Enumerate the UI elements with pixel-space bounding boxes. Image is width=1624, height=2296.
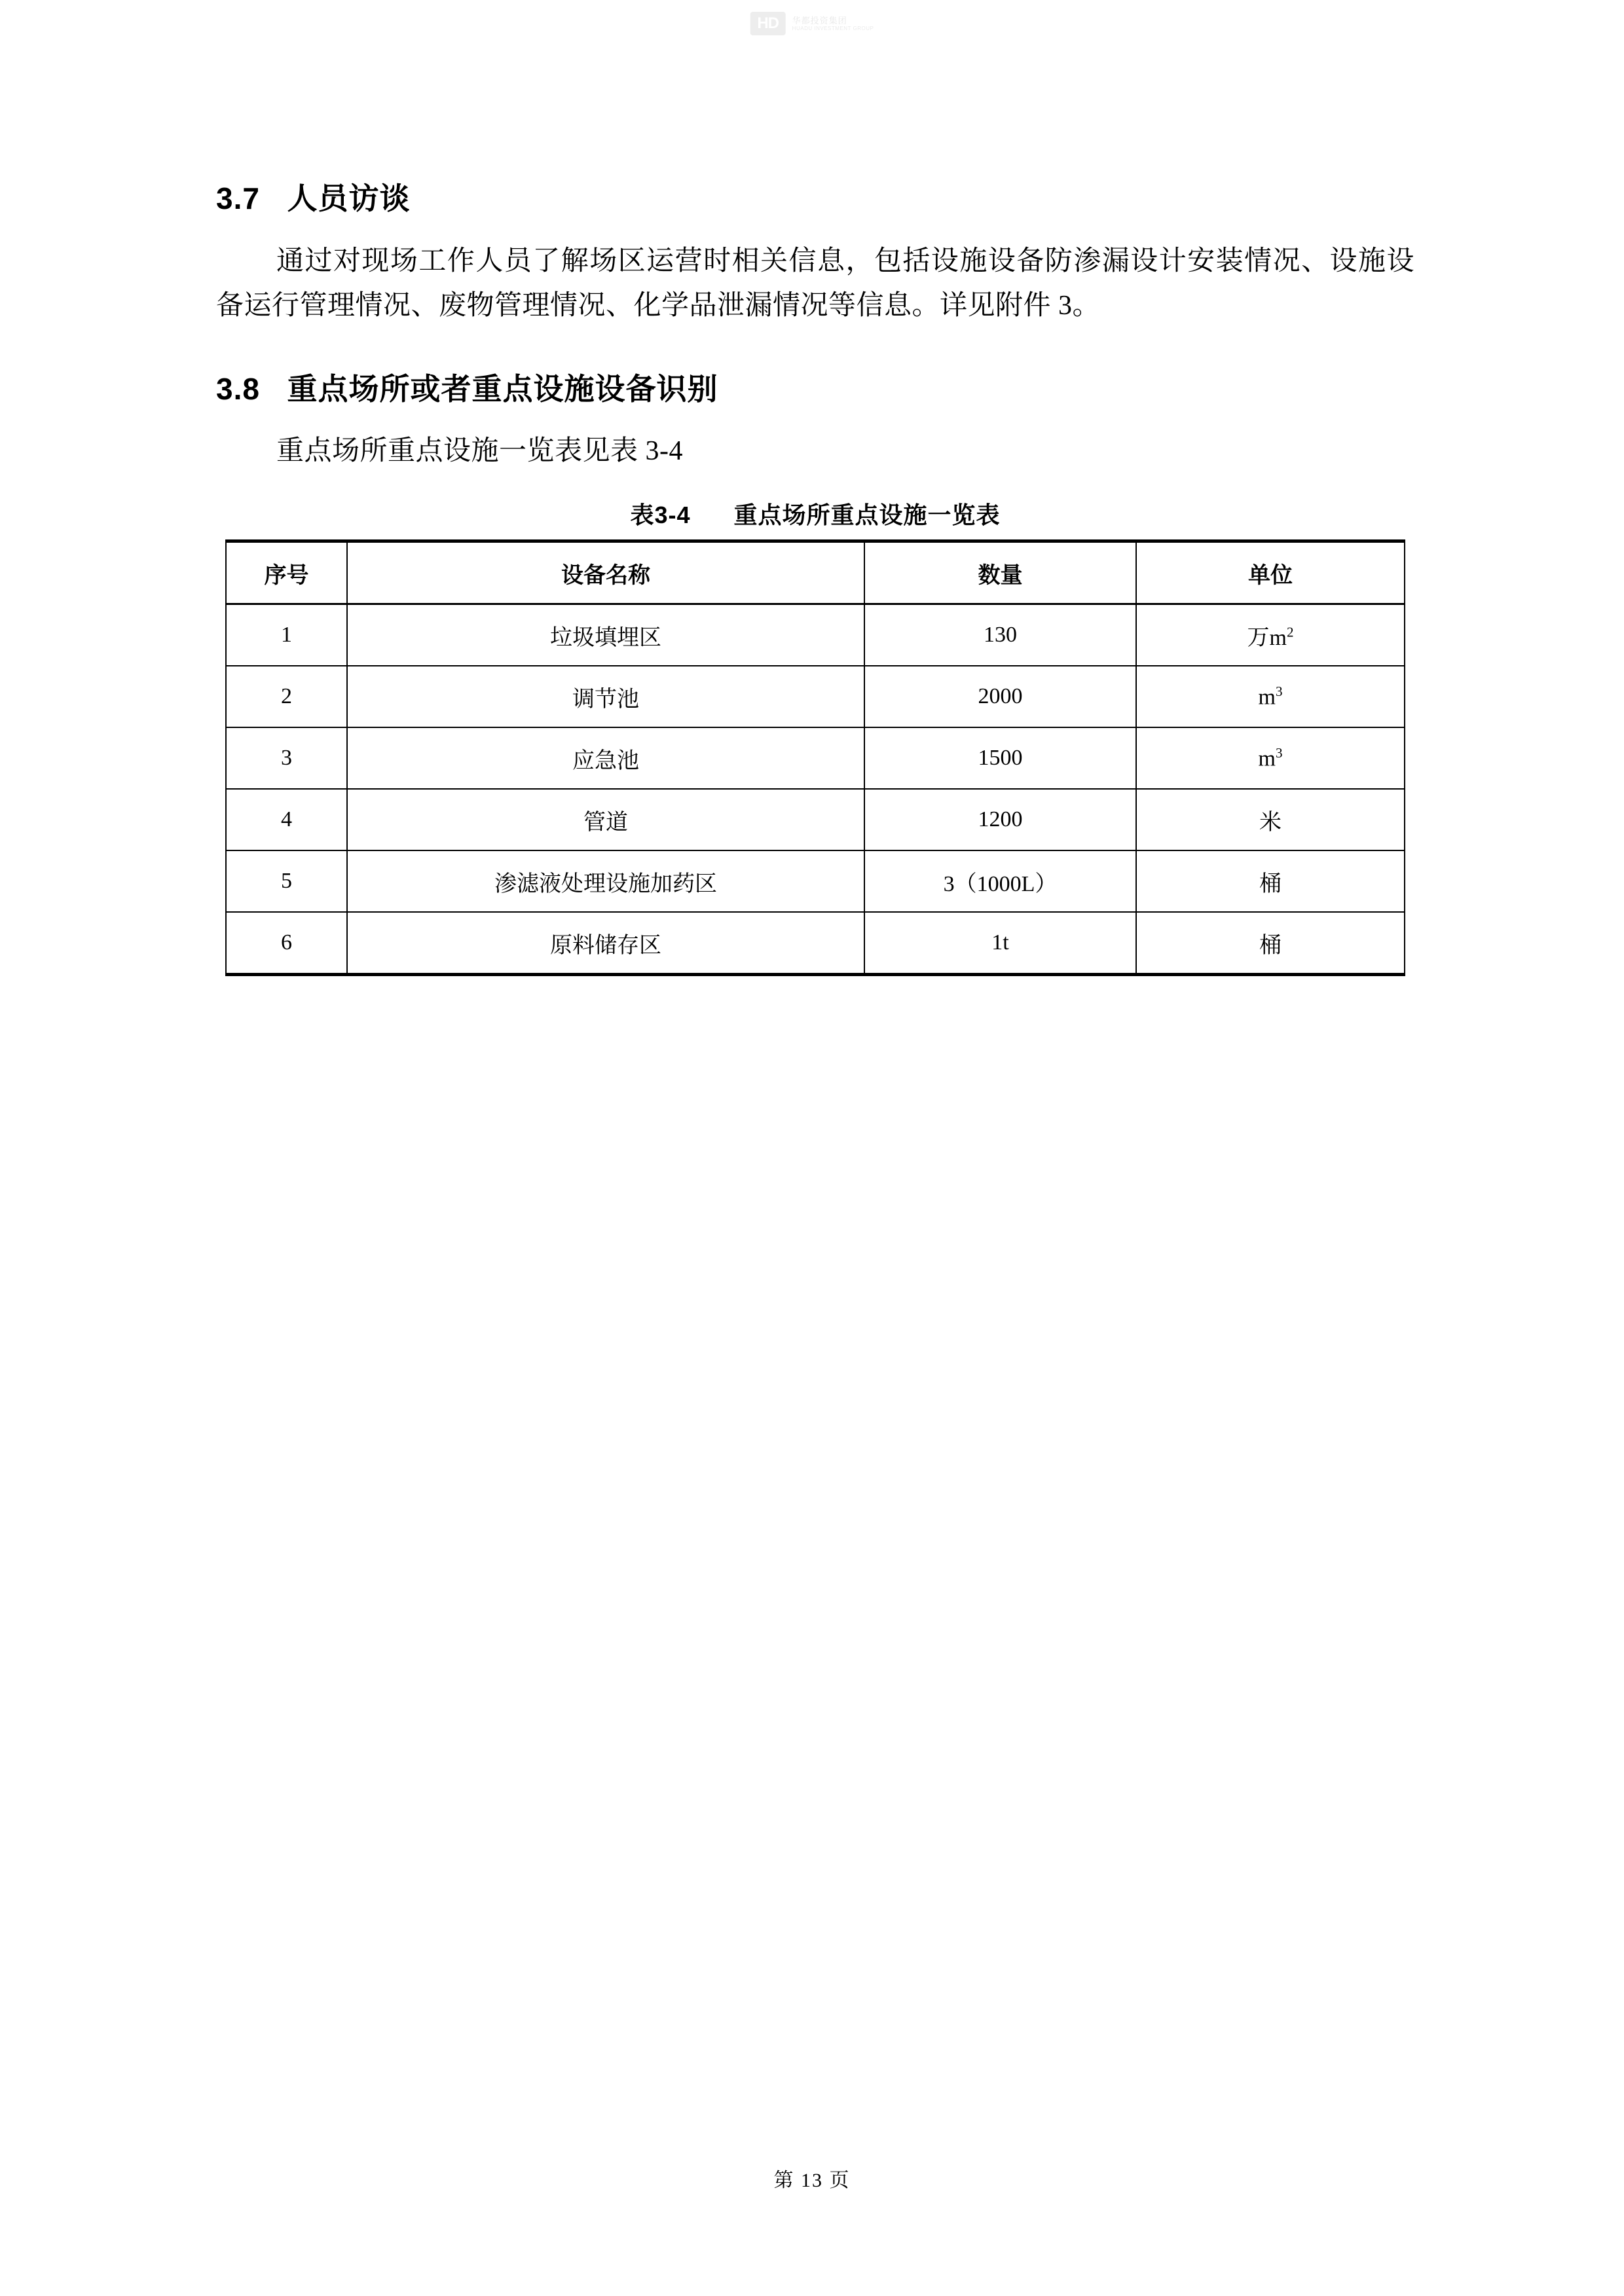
table-header-cell: 单位	[1136, 541, 1405, 604]
table-caption-label: 表3-4	[630, 501, 691, 529]
paragraph-3-8-1: 重点场所重点设施一览表见表 3-4	[276, 436, 683, 467]
table-row	[226, 789, 1405, 850]
cell-name: 应急池	[347, 727, 864, 789]
watermark-company-cn: 华都投资集团	[792, 15, 847, 26]
section-title: 重点场所或者重点设施设备识别	[287, 371, 718, 406]
key-facilities-table	[225, 539, 1405, 976]
table-header-row	[226, 541, 1405, 604]
table-row	[226, 666, 1405, 727]
cell-qty: 1t	[864, 912, 1136, 975]
logo-icon: HD	[750, 12, 786, 35]
cell-no: 1	[226, 604, 347, 666]
table-caption	[216, 497, 1414, 530]
cell-name: 垃圾填埋区	[347, 604, 864, 666]
cell-no: 2	[226, 666, 347, 727]
table-row	[226, 727, 1405, 789]
cell-qty: 3（1000L）	[864, 850, 1136, 912]
table-caption-title: 重点场所重点设施一览表	[733, 501, 1001, 529]
table-header-cell: 序号	[226, 541, 347, 604]
cell-qty: 1500	[864, 727, 1136, 789]
table-header-cell: 设备名称	[347, 541, 864, 604]
page-footer: 第 13 页	[773, 2170, 851, 2191]
cell-no: 4	[226, 789, 347, 850]
section-heading-3-7	[216, 177, 1414, 221]
cell-no: 5	[226, 850, 347, 912]
paragraph-3-7-1: 通过对现场工作人员了解场区运营时相关信息，包括设施设备防渗漏设计安装情况、设施设备运行管理情况、废物管理情况、化学品泄漏情况等信息。详见附件 3。	[216, 246, 1414, 321]
cell-name: 调节池	[347, 666, 864, 727]
cell-unit: 万$m^2$	[1136, 604, 1405, 666]
cell-qty: 130	[864, 604, 1136, 666]
cell-qty: 1200	[864, 789, 1136, 850]
table-row	[226, 850, 1405, 912]
table-header-cell: 数量	[864, 541, 1136, 604]
cell-no: 3	[226, 727, 347, 789]
watermark-company-en: HUADU INVESTMENT GROUP	[792, 25, 874, 31]
document-content	[216, 177, 1414, 976]
cell-qty: 2000	[864, 666, 1136, 727]
section-heading-3-8	[216, 367, 1414, 411]
cell-name: 渗滤液处理设施加药区	[347, 850, 864, 912]
cell-unit: $m^3$	[1136, 666, 1405, 727]
cell-name: 原料储存区	[347, 912, 864, 975]
section-title: 人员访谈	[287, 181, 411, 215]
cell-unit: $m^3$	[1136, 727, 1405, 789]
watermark-text	[792, 16, 874, 32]
cell-unit: 桶	[1136, 912, 1405, 975]
table-row	[226, 912, 1405, 975]
cell-unit: 桶	[1136, 850, 1405, 912]
table-row	[226, 604, 1405, 666]
cell-name: 管道	[347, 789, 864, 850]
section-number: 3.7	[216, 181, 260, 215]
cell-unit: 米	[1136, 789, 1405, 850]
watermark-logo	[750, 12, 874, 35]
cell-no: 6	[226, 912, 347, 975]
section-number: 3.8	[216, 371, 260, 406]
